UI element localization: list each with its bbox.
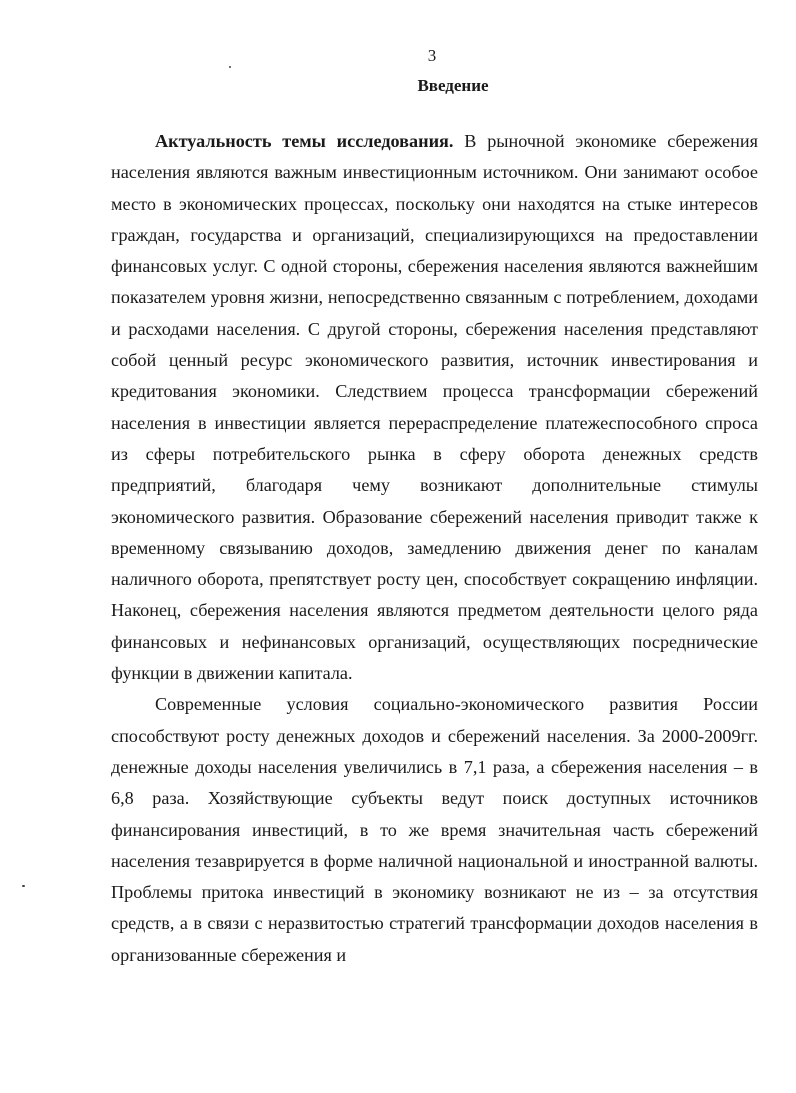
paragraph-lead-in: Актуальность темы исследования. bbox=[155, 131, 454, 151]
section-heading: Введение bbox=[417, 76, 489, 95]
paragraph-relevance bbox=[111, 126, 758, 689]
document-body bbox=[111, 126, 758, 971]
scan-speck bbox=[229, 66, 231, 68]
page-number: 3 bbox=[427, 46, 437, 65]
paragraph-text: Современные условия социально-экономического развития России способствуют росту денежных доходов и сбережений населения. За 2000-2009гг. денежные доходы населения увеличились в 7,1 раза, а сбережения населения – в 6,8 раза. Хозяйствующие субъекты ведут поиск доступных источников финансирования инвестиций, в то же время значительная часть сбережений населения тезаврируется в форме наличной национальной и иностранной валюты. Проблемы притока инвестиций в экономику возникают не из – за отсутствия средств, а в связи с неразвитостью стратегий трансформации доходов населения в организованные сбережения и bbox=[111, 694, 758, 965]
scan-speck bbox=[22, 885, 25, 887]
paragraph-conditions bbox=[111, 689, 758, 971]
paragraph-text: В рыночной экономике сбережения населения являются важным инвестиционным источником. Они занимают особое место в экономических процессах, поскольку они находятся на стыке интересов граждан, государства и организаций, специализирующихся на предоставлении финансовых услуг. С одной стороны, сбережения населения являются важнейшим показателем уровня жизни, непосредственно связанным с потреблением, доходами и расходами населения. С другой стороны, сбережения населения представляют собой ценный ресурс экономического развития, источник инвестирования и кредитования экономики. Следствием процесса трансформации сбережений населения в инвестиции является перераспределение платежеспособного спроса из сферы потребительского рынка в сферу оборота денежных средств предприятий, благодаря чему возникают дополнительные стимулы экономического развития. Образование сбережений населения приводит также к временному связыванию доходов, замедлению движения денег по каналам наличного оборота, препятствует росту цен, способствует сокращению инфляции. Наконец, сбережения населения являются предметом деятельности целого ряда финансовых и нефинансовых организаций, осуществляющих посреднические функции в движении капитала. bbox=[111, 131, 758, 684]
